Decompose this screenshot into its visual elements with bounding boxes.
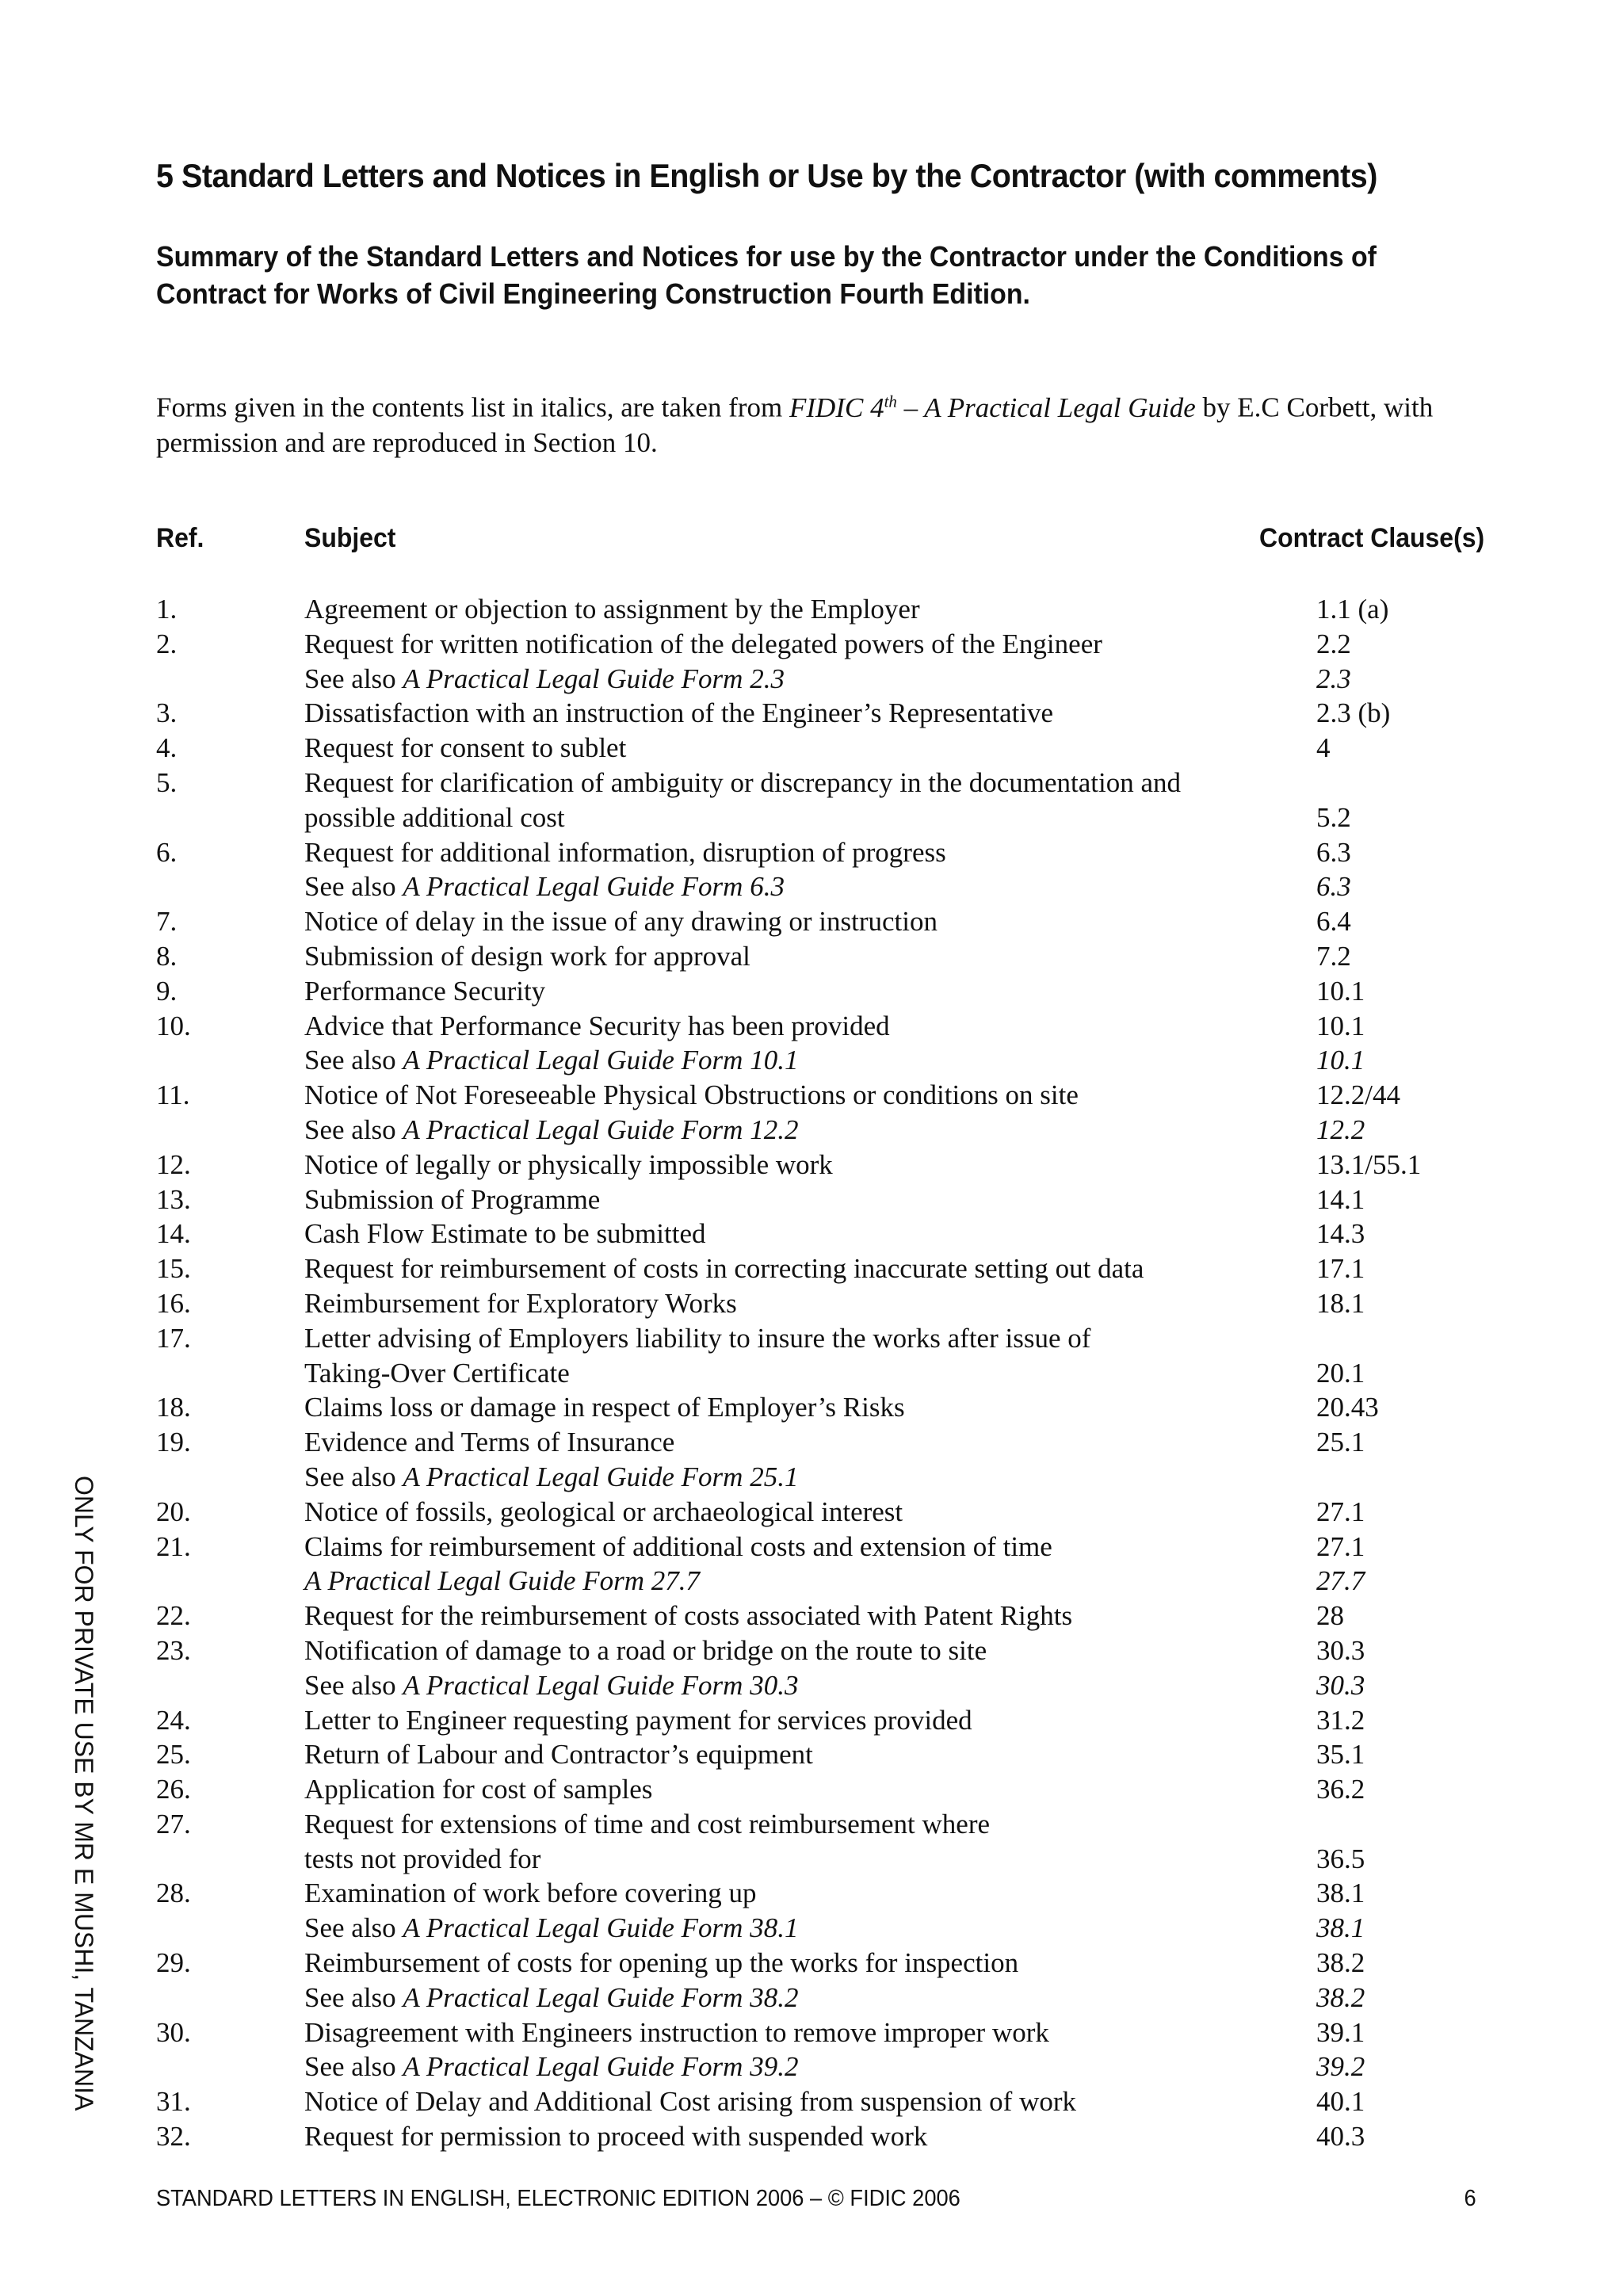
table-row — [0, 1564, 1623, 1599]
row-clause: 40.3 — [1316, 2121, 1365, 2153]
table-row — [0, 1668, 1623, 1703]
row-ref: 18. — [156, 1392, 191, 1423]
row-subject: Reimbursement for Exploratory Works — [304, 1287, 737, 1319]
row-subject: Notification of damage to a road or bridge on the route to site — [304, 1634, 987, 1666]
row-clause: 39.2 — [1316, 2051, 1365, 2083]
row-clause: 18.1 — [1316, 1287, 1365, 1319]
table-row — [0, 1946, 1623, 1981]
row-subject: Request for written notification of the delegated powers of the Engineer — [304, 628, 1102, 659]
row-clause: 27.1 — [1316, 1496, 1365, 1527]
row-subject: Request for additional information, disruption of progress — [304, 836, 946, 868]
table-row — [0, 1703, 1623, 1738]
row-ref: 25. — [156, 1739, 191, 1771]
table-row — [0, 1113, 1623, 1148]
row-ref: 21. — [156, 1530, 191, 1562]
row-ref: 13. — [156, 1183, 191, 1215]
row-clause: 39.1 — [1316, 2016, 1365, 2048]
column-header-clause: Contract Clause(s) — [1259, 523, 1485, 553]
row-clause: 2.2 — [1316, 628, 1351, 659]
row-clause: 38.2 — [1316, 1981, 1365, 2013]
row-clause: 5.2 — [1316, 801, 1351, 833]
row-ref: 8. — [156, 940, 178, 972]
table-row — [0, 835, 1623, 870]
row-subject-form-reference: A Practical Legal Guide Form 2.3 — [403, 663, 785, 694]
table-row — [0, 1876, 1623, 1911]
table-row — [0, 1981, 1623, 2015]
table-row — [0, 1530, 1623, 1564]
row-subject: Reimbursement of costs for opening up the works for inspection — [304, 1947, 1019, 1979]
row-ref: 7. — [156, 906, 178, 938]
row-clause: 6.4 — [1316, 906, 1351, 938]
row-subject: Performance Security — [304, 975, 546, 1007]
row-clause: 30.3 — [1316, 1634, 1365, 1666]
row-ref: 4. — [156, 732, 178, 764]
row-clause: 10.1 — [1316, 975, 1365, 1007]
table-row — [0, 1495, 1623, 1530]
row-clause: 10.1 — [1316, 1010, 1365, 1041]
summary-subheading: Summary of the Standard Letters and Notices for use by the Contractor under the Conditions of Contract for Works of Civil Engineering Construction Fourth Edition. — [156, 240, 1377, 310]
row-subject: possible additional cost — [304, 801, 565, 833]
table-row — [0, 1182, 1623, 1217]
row-ref: 10. — [156, 1010, 191, 1041]
table-row — [0, 1425, 1623, 1460]
row-ref: 2. — [156, 628, 178, 659]
row-ref: 23. — [156, 1634, 191, 1666]
table-row — [0, 1217, 1623, 1251]
row-clause: 38.1 — [1316, 1878, 1365, 1909]
row-clause: 6.3 — [1316, 836, 1351, 868]
row-ref: 29. — [156, 1947, 191, 1979]
table-row — [0, 1633, 1623, 1668]
row-ref: 28. — [156, 1878, 191, 1909]
row-ref: 11. — [156, 1079, 190, 1111]
row-clause: 6.3 — [1316, 871, 1351, 903]
row-subject: See also A Practical Legal Guide Form 2.3 — [304, 663, 785, 694]
table-row — [0, 1737, 1623, 1772]
row-clause: 20.1 — [1316, 1357, 1365, 1389]
row-clause: 27.7 — [1316, 1565, 1365, 1597]
row-subject: Submission of Programme — [304, 1183, 601, 1215]
row-subject: Agreement or objection to assignment by the Employer — [304, 594, 920, 625]
section-heading: 5 Standard Letters and Notices in English or Use by the Contractor (with comments) — [156, 157, 1377, 194]
row-subject: Request for extensions of time and cost reimbursement where — [304, 1808, 991, 1839]
row-subject: Claims for reimbursement of additional costs and extension of time — [304, 1530, 1052, 1562]
table-row — [0, 662, 1623, 697]
row-subject: Claims loss or damage in respect of Employer’s Risks — [304, 1392, 905, 1423]
row-clause: 7.2 — [1316, 940, 1351, 972]
row-ref: 1. — [156, 594, 178, 625]
table-row — [0, 974, 1623, 1009]
row-subject: See also A Practical Legal Guide Form 12.2 — [304, 1114, 799, 1145]
row-subject: See also A Practical Legal Guide Form 6.3 — [304, 871, 785, 903]
row-subject: Application for cost of samples — [304, 1774, 653, 1805]
row-ref: 12. — [156, 1148, 191, 1180]
row-subject: Letter advising of Employers liability to insure the works after issue of — [304, 1322, 1091, 1354]
row-ref: 15. — [156, 1253, 191, 1285]
row-ref: 32. — [156, 2121, 191, 2153]
table-row — [0, 731, 1623, 766]
intro-paragraph — [156, 384, 1519, 460]
row-clause: 27.1 — [1316, 1530, 1365, 1562]
row-subject-form-reference: A Practical Legal Guide Form 6.3 — [403, 871, 785, 903]
footer-text: STANDARD LETTERS IN ENGLISH, ELECTRONIC EDITION 2006 – © FIDIC 2006 — [156, 2186, 960, 2211]
row-subject — [304, 1564, 700, 1599]
row-clause: 12.2 — [1316, 1114, 1365, 1145]
row-ref: 17. — [156, 1322, 191, 1354]
table-row — [0, 904, 1623, 939]
table-row — [0, 2084, 1623, 2119]
row-clause: 30.3 — [1316, 1669, 1365, 1701]
row-subject: See also A Practical Legal Guide Form 39.2 — [304, 2051, 799, 2083]
intro-text-2: by E.C Corbett, with permission and are reproduced in Section 10. — [156, 392, 1434, 458]
column-header-ref: Ref. — [156, 523, 204, 553]
table-row — [0, 1078, 1623, 1113]
row-subject: Evidence and Terms of Insurance — [304, 1427, 675, 1458]
row-clause: 2.3 — [1316, 663, 1351, 694]
row-subject: Request for the reimbursement of costs associated with Patent Rights — [304, 1600, 1073, 1632]
row-clause: 40.1 — [1316, 2086, 1365, 2118]
row-ref: 24. — [156, 1704, 191, 1736]
row-subject: Request for consent to sublet — [304, 732, 627, 764]
table-row — [0, 2050, 1623, 2084]
row-clause: 13.1/55.1 — [1316, 1148, 1422, 1180]
row-subject: Taking-Over Certificate — [304, 1357, 570, 1389]
table-row — [0, 1356, 1623, 1391]
row-subject: Notice of Delay and Additional Cost arising from suspension of work — [304, 2086, 1077, 2118]
row-clause: 20.43 — [1316, 1392, 1379, 1423]
row-subject: Advice that Performance Security has been provided — [304, 1010, 890, 1041]
table-row — [0, 696, 1623, 731]
row-subject-form-reference: A Practical Legal Guide Form 30.3 — [403, 1669, 799, 1701]
table-row — [0, 800, 1623, 835]
row-clause: 14.3 — [1316, 1218, 1365, 1250]
row-subject-form-reference: A Practical Legal Guide Form 25.1 — [403, 1461, 799, 1492]
row-clause: 14.1 — [1316, 1183, 1365, 1215]
table-row — [0, 1009, 1623, 1044]
table-row — [0, 1460, 1623, 1495]
row-ref: 6. — [156, 836, 178, 868]
row-clause: 17.1 — [1316, 1253, 1365, 1285]
table-row — [0, 1148, 1623, 1182]
row-subject-form-reference: A Practical Legal Guide Form 38.2 — [403, 1981, 799, 2013]
table-row — [0, 766, 1623, 800]
table-row — [0, 592, 1623, 627]
row-ref: 26. — [156, 1774, 191, 1805]
row-ref: 22. — [156, 1600, 191, 1632]
row-subject: Notice of delay in the issue of any drawing or instruction — [304, 906, 938, 938]
row-clause: 31.2 — [1316, 1704, 1365, 1736]
row-clause: 2.3 (b) — [1316, 697, 1391, 729]
row-ref: 16. — [156, 1287, 191, 1319]
row-clause: 4 — [1316, 732, 1331, 764]
row-subject: Return of Labour and Contractor’s equipment — [304, 1739, 813, 1771]
table-row — [0, 2015, 1623, 2050]
row-subject: See also A Practical Legal Guide Form 30.3 — [304, 1669, 799, 1701]
row-clause: 36.2 — [1316, 1774, 1365, 1805]
row-ref: 27. — [156, 1808, 191, 1839]
table-row — [0, 1911, 1623, 1946]
row-clause: 1.1 (a) — [1316, 594, 1389, 625]
contents-table — [0, 592, 1623, 2154]
table-row — [0, 627, 1623, 662]
row-ref: 9. — [156, 975, 178, 1007]
row-clause: 36.5 — [1316, 1843, 1365, 1874]
row-clause: 35.1 — [1316, 1739, 1365, 1771]
table-row — [0, 1321, 1623, 1356]
table-row — [0, 2119, 1623, 2154]
row-clause: 10.1 — [1316, 1045, 1365, 1076]
column-header-subject: Subject — [304, 523, 396, 553]
row-ref: 5. — [156, 766, 178, 798]
table-row — [0, 1043, 1623, 1078]
row-subject: Request for reimbursement of costs in correcting inaccurate setting out data — [304, 1253, 1144, 1285]
row-clause: 12.2/44 — [1316, 1079, 1400, 1111]
row-clause: 28 — [1316, 1600, 1344, 1632]
row-subject: Cash Flow Estimate to be submitted — [304, 1218, 706, 1250]
row-subject: Notice of Not Foreseeable Physical Obstructions or conditions on site — [304, 1079, 1079, 1111]
row-ref: 20. — [156, 1496, 191, 1527]
table-row — [0, 1807, 1623, 1842]
row-subject-form-reference: A Practical Legal Guide Form 27.7 — [304, 1565, 701, 1597]
row-ref: 31. — [156, 2086, 191, 2118]
row-subject: Examination of work before covering up — [304, 1878, 757, 1909]
row-ref: 19. — [156, 1427, 191, 1458]
intro-book-title: FIDIC 4th – A Practical Legal Guide — [789, 392, 1196, 423]
row-subject-form-reference: A Practical Legal Guide Form 10.1 — [403, 1045, 799, 1076]
row-subject-form-reference: A Practical Legal Guide Form 38.1 — [403, 1912, 799, 1944]
row-subject: tests not provided for — [304, 1843, 541, 1874]
row-subject: Dissatisfaction with an instruction of the Engineer’s Representative — [304, 697, 1054, 729]
row-clause: 38.1 — [1316, 1912, 1365, 1944]
row-clause: 38.2 — [1316, 1947, 1365, 1979]
page-number: 6 — [1464, 2186, 1476, 2211]
row-ref: 30. — [156, 2016, 191, 2048]
table-row — [0, 1251, 1623, 1286]
table-row — [0, 1772, 1623, 1807]
row-subject: See also A Practical Legal Guide Form 25.1 — [304, 1461, 799, 1492]
row-subject: Notice of legally or physically impossible work — [304, 1148, 833, 1180]
side-watermark: ONLY FOR PRIVATE USE BY MR E MUSHI, TANZANIA — [70, 1476, 98, 2111]
table-row — [0, 939, 1623, 974]
row-subject-form-reference: A Practical Legal Guide Form 12.2 — [403, 1114, 799, 1145]
row-subject: Letter to Engineer requesting payment for services provided — [304, 1704, 972, 1736]
table-row — [0, 869, 1623, 904]
row-ref: 3. — [156, 697, 178, 729]
intro-text-1: Forms given in the contents list in italics, are taken from — [156, 392, 790, 423]
table-row — [0, 1599, 1623, 1633]
row-subject: Notice of fossils, geological or archaeological interest — [304, 1496, 903, 1527]
row-subject: Request for permission to proceed with suspended work — [304, 2121, 928, 2153]
row-subject: Submission of design work for approval — [304, 940, 750, 972]
row-subject: See also A Practical Legal Guide Form 38.2 — [304, 1981, 799, 2013]
table-row — [0, 1842, 1623, 1877]
row-subject: See also A Practical Legal Guide Form 10.1 — [304, 1045, 799, 1076]
row-ref: 14. — [156, 1218, 191, 1250]
row-subject-form-reference: A Practical Legal Guide Form 39.2 — [403, 2051, 799, 2083]
table-row — [0, 1390, 1623, 1425]
page-footer — [156, 2186, 1476, 2212]
row-clause: 25.1 — [1316, 1427, 1365, 1458]
row-subject: Request for clarification of ambiguity or discrepancy in the documentation and — [304, 766, 1182, 798]
row-subject: Disagreement with Engineers instruction to remove improper work — [304, 2016, 1049, 2048]
table-row — [0, 1286, 1623, 1321]
row-subject: See also A Practical Legal Guide Form 38.1 — [304, 1912, 799, 1944]
